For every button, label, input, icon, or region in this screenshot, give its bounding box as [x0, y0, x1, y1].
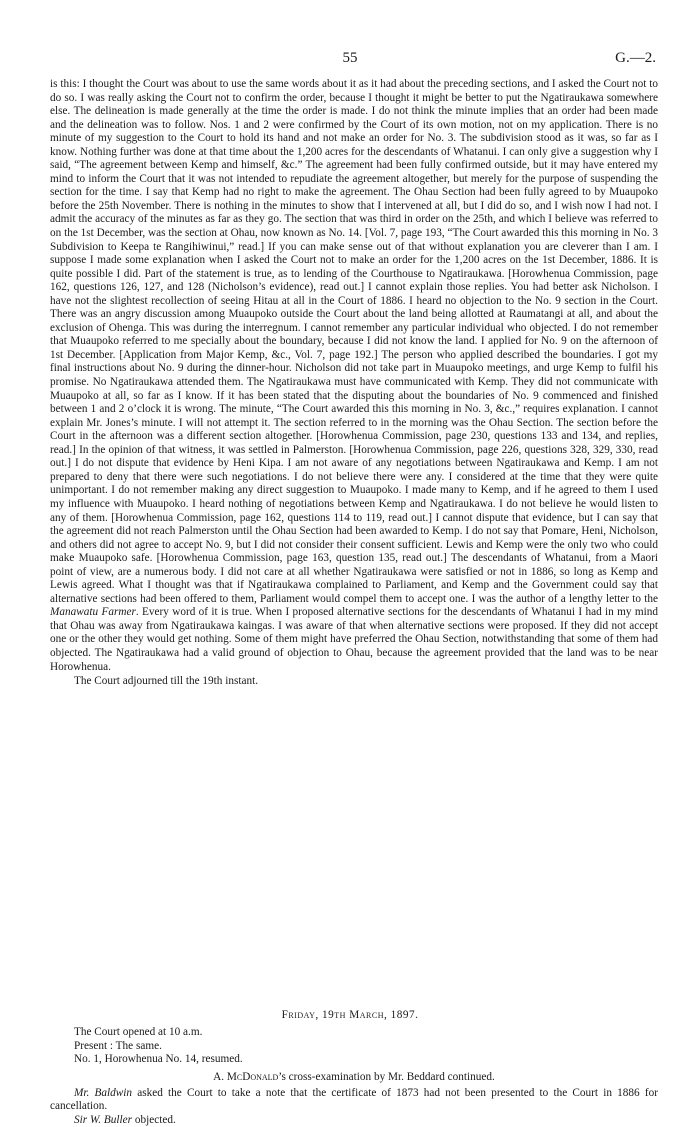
session-opening [50, 1026, 658, 1067]
parliamentary-paper-reference: G.—2. [615, 50, 656, 66]
adjournment-note: The Court adjourned till the 19th instant. [74, 675, 259, 688]
cross-examination-heading [50, 1071, 658, 1085]
evidence-paragraph [50, 78, 658, 674]
present-line: Present : The same. [74, 1039, 162, 1052]
evidence-text-end: . Every word of it is true. When I proposed alternative sections for the descendants of Whatanui I had in my mind that Ohau was away from Ngatiraukawa kaingas. I was aware of that when alternative sections were proposed. If they did not accept one or the other they would get nothing. Some of them might have preferred the Ohau Section, notwithstanding that some of them had objected. The Ngatiraukawa had a valid ground of objection to Ohau, because the agreement provided that the land was to be near Horowhenua. [50, 606, 658, 673]
session-date-heading: Friday, 19th March, 1897. [281, 1009, 419, 1021]
buller-name: Sir W. Buller [74, 1113, 133, 1126]
baldwin-name: Mr. Baldwin [74, 1086, 133, 1099]
newspaper-title: Manawatu Farmer [50, 606, 136, 619]
court-opened-line: The Court opened at 10 a.m. [74, 1026, 203, 1038]
buller-objection [50, 1114, 658, 1127]
evidence-text: is this: I thought the Court was about to use the same words about it as it had about the preceding sections, and I asked the Court not to do so. I was really asking the Court not to confirm the order, because I thought it might be better to put the Ngatiraukawa somewhere else. The delineation is made generally at the time the order is made. I do not think the minute implies that an order had been made and the delineation was to follow. Nos. 1 and 2 were confirmed by the Court of its own motion, not on my application. There is no minute of my suggestion to the Court to hold its hand and not make an order for No. 3. The subdivision stood as it was, so far as I know. Nothing further was done at that time about the 1,200 acres for the descendants of Whatanui. I can only give a suggestion why I said, “The agreement between Kemp and himself, &c.” The agreement had been fully confirmed outside, but it may have entered my mind to inform the Court that it was not intended to repudiate the agreement altogether, but merely for the purpose of suspending the section for the time. I say that Kemp had no right to make the agreement. The Ohau Section had been fully agreed to by Muaupoko before the 25th November. There is nothing in the minutes to show that I intervened at all, but I did do so, and I wish now I had not. I admit the accuracy of the minutes as far as they go. The section that was third in order on the 25th, and which I believe was referred to on the 1st December, was the section at Ohau, now known as No. 14. [Vol. 7, page 193, “The Court awarded this this morning in No. 3 Subdivision to Keepa te Rangihiwinui,” read.] If you can make sense out of that without explanation you are cleverer than I am. I suppose I made some explanation when I asked the Court not to make an order for the 1,200 acres on the 1st December, 1886. It is quite possible I did. Part of the statement is true, as to lending of the Courthouse to Ngatiraukawa. [Horowhenua Commission, page 162, questions 126, 127, and 128 (Nicholson’s evidence), read out.] I cannot explain those replies. You had better ask Nicholson. I have not the slightest recollection of seeing Hitau at all in the Court of 1886. I heard no objection to the No. 9 section in the Court. There was an angry discussion among Muaupoko outside the Court about the land being allotted at Raumatangi at all, and about the exclusion of Ohenga. This was during the interregnum. I cannot remember any particular individual who objected. I do not remember that Muaupoko referred to me specially about the boundary, because I did not know the land. I applied for No. 9 on the afternoon of 1st December. [Application from Major Kemp, &c., Vol. 7, page 192.] The person who applied described the boundaries. I got my final instructions about No. 9 during the dinner-hour. Nicholson did not take part in Muaupoko meetings, and urge Kemp to fulfil his promise. No Ngatiraukawa attended them. The Ngatiraukawa must have communicated with Kemp. They did not communicate with Muaupoko at all, so far as I know. If it has been stated that the disputing about the boundaries of No. 9 commenced and finished between 1 and 2 o’clock it is wrong. The minute, “The Court awarded this this morning in No. 3, &c.,” requires explanation. I cannot explain Mr. Jones’s minute. I will not attempt it. The section referred to in the morning was the Ohau Section. The section before the Court in the afternoon was a different section altogether. [Horowhenua Commission, page 230, questions 133 and 134, and replies, read.] In the opinion of that witness, it was settled in Palmerston. [Horowhenua Commission, page 226, questions 328, 329, 330, read out.] I do not dispute that evidence by Heni Kipa. I am not aware of any negotiations between Ngatiraukawa and Kemp. I am not prepared to deny that there were such negotiations. I do not believe there were any. I considered at the time that they were quite unimportant. I do not remember making any direct suggestion to Muaupoko. I made many to Kemp, and if he agreed to them I used my influence with Muaupoko. I heard nothing of negotiations between Kemp and Ngatiraukawa. I do not believe he would listen to any of them. [Horowhenua Commission, page 162, questions 114 to 119, read out.] I cannot dispute that evidence, but I can say that the agreement did not reach Palmerston until the Ohau Section had been awarded to Kemp. I do not say that Pomare, Heni, Nicholson, and others did not agree to accept No. 9, but I did not consider their consent sufficient. Lewis and Kemp were the only two who could make Muaupoko safe. [Horowhenua Commission, page 163, question 135, read out.] The descendants of Whatanui, from a Maori point of view, are a numerous body. I did not care at all whether Ngatiraukawa were satisfied or not in 1886, so long as Kemp and Lewis agreed. What I thought was that if Ngatiraukawa complained to Parliament, and Kemp and the Government could say that alternative sections had been offered to them, Parliament would compel them to accept one. I was the author of a lengthy letter to the [50, 78, 658, 605]
cross-examination-text: ’s cross-examination by Mr. Beddard continued. [278, 1071, 495, 1083]
witness-name: A. McDonald [213, 1071, 279, 1083]
evidence-body [50, 78, 658, 689]
cross-examination-section [50, 1071, 658, 1127]
case-resumed-line: No. 1, Horowhenua No. 14, resumed. [74, 1053, 243, 1066]
page-number: 55 [342, 50, 358, 66]
buller-text: objected. [132, 1113, 176, 1126]
baldwin-text: asked the Court to take a note that the certificate of 1873 had not been presented to the Court in 1886 for cancellation. [50, 1086, 658, 1113]
baldwin-request [50, 1087, 658, 1114]
